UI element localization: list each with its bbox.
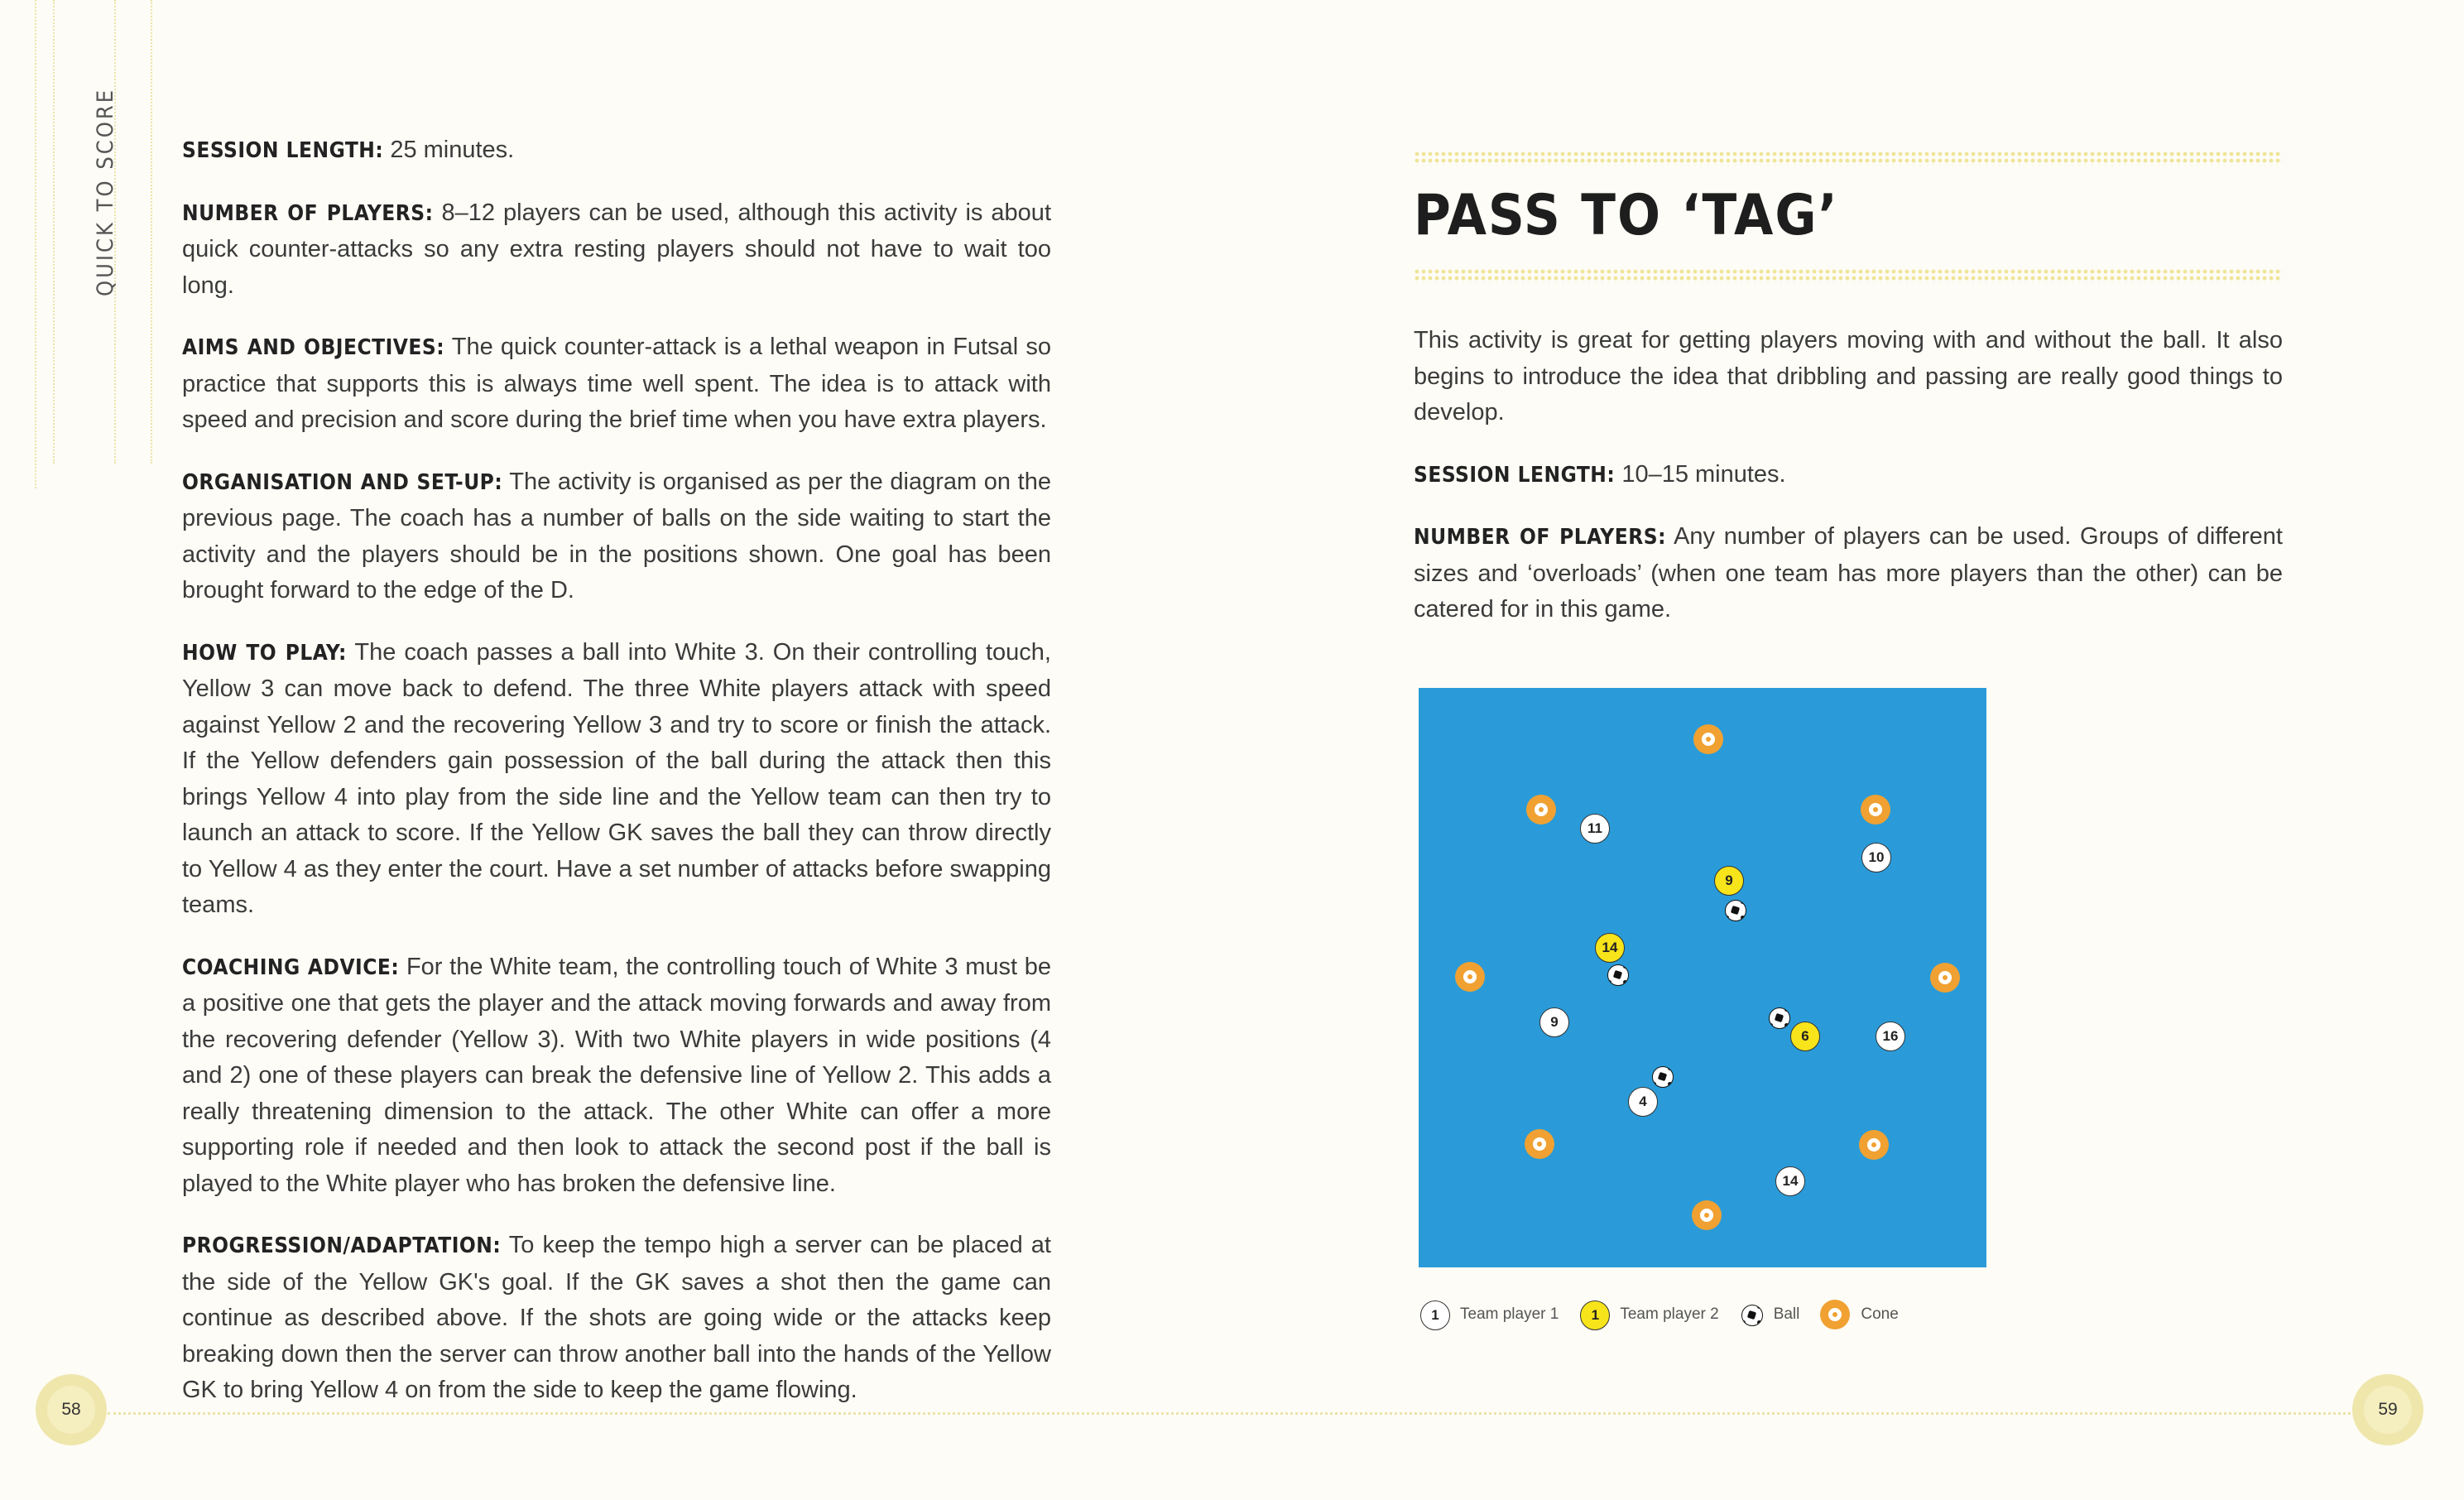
white-player: 4 (1628, 1087, 1658, 1117)
side-rule (53, 0, 55, 464)
session-length-paragraph (1414, 457, 2283, 494)
ball-icon (1725, 900, 1746, 921)
aims-paragraph (182, 329, 1051, 439)
paragraph-label: NUMBER OF PLAYERS: (1414, 525, 1666, 550)
legend-item (1420, 1300, 1559, 1329)
cone-icon (1455, 962, 1485, 992)
page-number-left (36, 1374, 107, 1445)
legend-label: Team player 2 (1620, 1305, 1719, 1323)
pitch-diagram (1419, 688, 1986, 1267)
white-player: 16 (1876, 1022, 1905, 1051)
how-to-play-paragraph (182, 635, 1051, 924)
paragraph-label: NUMBER OF PLAYERS: (182, 200, 434, 226)
yellow-player: 6 (1790, 1022, 1820, 1051)
section-label: QUICK TO SCORE (93, 87, 118, 296)
paragraph-label: PROGRESSION/ADAPTATION: (182, 1233, 502, 1258)
paragraph-label: SESSION LENGTH: (182, 138, 384, 163)
ball-icon (1607, 964, 1629, 986)
legend-item (1580, 1300, 1718, 1329)
side-rule (35, 0, 36, 488)
white-player: 10 (1861, 843, 1891, 873)
left-page-text (182, 132, 1051, 1435)
paragraph-text: For the White team, the controlling touch of White 3 must be a positive one that gets the player and the attack moving forwards and away from the recovering defender (Yellow 3). With two White players in wide positions (4 and 2) one of these players can break the defensive line of Yellow 2. This adds a really threatening dimension to the attack. The other White can offer a more supporting role if needed and then look to attack the second post if the ball is played to the White player who has broken the defensive line. (182, 953, 1051, 1197)
paragraph-text: The activity is organised as per the diagram on the previous page. The coach has a number of balls on the side waiting to start the activity and the players should be in the positions shown. One goal has been brought forward to the edge of the D. (182, 468, 1051, 603)
white-player: 14 (1775, 1166, 1805, 1196)
activity-title: PASS TO ‘TAG’ (1414, 183, 1839, 248)
paragraph-label: COACHING ADVICE: (182, 954, 400, 980)
yellow-player: 9 (1714, 866, 1744, 896)
paragraph-text: 25 minutes. (390, 137, 515, 163)
diagram-legend (1420, 1300, 1920, 1329)
ball-icon (1741, 1305, 1763, 1326)
paragraph-label: HOW TO PLAY: (182, 640, 347, 666)
side-rule (151, 0, 152, 464)
intro-paragraph: This activity is great for getting players moving with and without the ball. It also begins to introduce the idea that dribbling and passing are really good things to develop. (1414, 327, 2283, 425)
paragraph-text: To keep the tempo high a server can be placed at the side of the Yellow GK's goal. If the GK saves a shot then the game can continue as described above. If the shots are going wide or the attacks keep breaking down then the server can throw another ball into the hands of the Yellow GK to bring Yellow 4 on from the side to keep the game flowing. (182, 1232, 1051, 1403)
ball-icon (1769, 1007, 1790, 1029)
right-page-text (1414, 151, 2283, 654)
cone-icon (1859, 1130, 1889, 1160)
page-number-right (2352, 1374, 2423, 1445)
paragraph-text: 10–15 minutes. (1621, 460, 1786, 488)
page-number-text: 59 (2378, 1400, 2398, 1419)
session-length-paragraph (182, 132, 1051, 170)
paragraph-text: 8–12 players can be used, although this activity is about quick counter-attacks so any extra resting players should not have to wait too long. (182, 199, 1051, 299)
paragraph-label: AIMS AND OBJECTIVES: (182, 335, 445, 360)
footer-rule (108, 1412, 2356, 1415)
cone-icon (1930, 963, 1960, 993)
legend-label: Cone (1861, 1305, 1899, 1323)
paragraph-text: The quick counter-attack is a lethal weapon in Futsal so practice that supports this is always time well spent. The idea is to attack with speed and precision and score during the brief time when you have extra players. (182, 334, 1051, 433)
paragraph-label: SESSION LENGTH: (1414, 462, 1616, 488)
number-of-players-paragraph (182, 195, 1051, 305)
paragraph-text: Any number of players can be used. Groups of different sizes and ‘overloads’ (when one team has more players than the other) can be catered for in this game. (1414, 523, 2283, 623)
ball-icon (1652, 1066, 1674, 1088)
coaching-advice-paragraph (182, 950, 1051, 1203)
legend-label: Team player 1 (1460, 1305, 1559, 1323)
yellow-player: 14 (1595, 933, 1625, 963)
paragraph-text: The coach passes a ball into White 3. On their controlling touch, Yellow 3 can move back to defend. The three White players attack with speed against Yellow 2 and the recovering Yellow 3 and try to score or finish the attack. If the Yellow defenders gain possession of the ball during the attack then this brings Yellow 4 into play from the side line and the Yellow team can then try to launch an attack to score. If the Yellow GK saves the ball they can throw directly to Yellow 4 as they enter the court. Have a set number of attacks before swapping teams. (182, 638, 1051, 918)
cone-icon (1692, 1200, 1722, 1230)
legend-item (1741, 1300, 1800, 1329)
page-number-text: 58 (61, 1400, 81, 1419)
paragraph-label: ORGANISATION AND SET-UP: (182, 469, 503, 495)
cone-icon (1526, 795, 1556, 825)
progression-paragraph (182, 1228, 1051, 1409)
dotted-divider (1414, 268, 2283, 283)
legend-label: Ball (1773, 1305, 1800, 1323)
cone-icon (1861, 795, 1890, 825)
cone-icon (1820, 1300, 1850, 1329)
white-player: 11 (1580, 814, 1610, 844)
organisation-paragraph (182, 464, 1051, 609)
number-of-players-paragraph (1414, 519, 2283, 628)
dotted-divider (1414, 151, 2283, 166)
yellow-player-icon: 1 (1580, 1300, 1610, 1330)
legend-item (1821, 1300, 1898, 1329)
white-player-icon: 1 (1420, 1300, 1450, 1330)
white-player: 9 (1539, 1007, 1569, 1037)
cone-icon (1525, 1129, 1554, 1159)
cone-icon (1693, 724, 1723, 754)
